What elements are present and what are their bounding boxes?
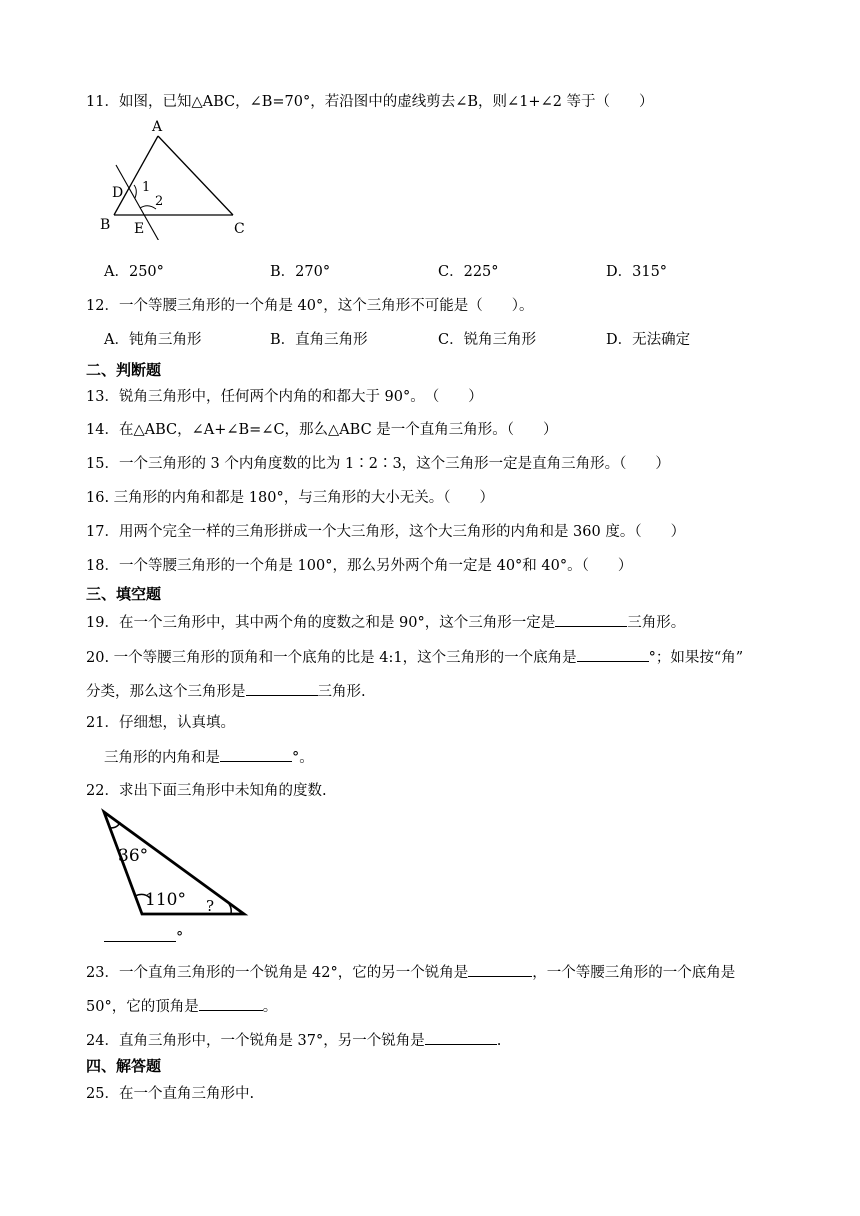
angle-36-label: 36° xyxy=(118,846,149,866)
q21-text-b: 三角形的内角和是 xyxy=(104,750,220,766)
q20-text-d: 三角形. xyxy=(317,684,366,700)
question-12-text: 12．一个等腰三角形的一个角是 40°，这个三角形不可能是（ ）。 xyxy=(86,298,534,314)
question-24 xyxy=(86,1029,501,1051)
point-e-label: E xyxy=(134,221,145,237)
point-d-label: D xyxy=(112,185,124,201)
section-fill-blank-heading: 三、填空题 xyxy=(86,585,162,603)
q12-option-c[interactable]: C．锐角三角形 xyxy=(438,332,537,348)
q23-text-a: 23．一个直角三角形的一个锐角是 42°，它的另一个锐角是 xyxy=(86,965,469,981)
angle-110-label: 110° xyxy=(145,890,186,910)
vertex-b-label: B xyxy=(100,217,111,233)
question-21-sub xyxy=(104,746,314,768)
vertex-a-label: A xyxy=(152,119,163,135)
q20-text-b: °；如果按“角” xyxy=(648,650,744,666)
question-15-text: 15．一个三角形的 3 个内角度数的比为 1∶2∶3，这个三角形一定是直角三角形。（ ） xyxy=(86,456,670,472)
q23-text-b: ，一个等腰三角形的一个底角是 xyxy=(532,965,736,981)
q20-answer-blank-1[interactable] xyxy=(577,646,649,662)
section-judgment-heading: 二、判断题 xyxy=(86,361,162,379)
question-25-text: 25．在一个直角三角形中. xyxy=(86,1086,255,1102)
q11-option-a[interactable]: A．250° xyxy=(104,264,164,280)
q22-answer-blank[interactable] xyxy=(104,926,176,942)
q22-answer-suffix: ° xyxy=(176,930,184,946)
q20-text-c: 分类，那么这个三角形是 xyxy=(86,684,246,700)
question-17-text: 17．用两个完全一样的三角形拼成一个大三角形，这个大三角形的内角和是 360 度。（ ） xyxy=(86,524,686,540)
q24-text-b: . xyxy=(496,1033,502,1049)
angle-2-label: 2 xyxy=(155,194,164,209)
angle-1-label: 1 xyxy=(142,180,151,195)
q23-text-d: 。 xyxy=(262,999,278,1015)
section-solve-heading: 四、解答题 xyxy=(86,1057,162,1075)
q11-option-d[interactable]: D．315° xyxy=(606,264,668,280)
q19-text-b: 三角形。 xyxy=(627,615,686,631)
q21-text-c: °。 xyxy=(292,750,314,766)
q20-answer-blank-2[interactable] xyxy=(246,680,318,696)
question-19 xyxy=(86,611,685,633)
q11-option-b[interactable]: B．270° xyxy=(270,264,331,280)
question-20-line1 xyxy=(86,646,743,668)
q19-text-a: 19．在一个三角形中，其中两个角的度数之和是 90°，这个三角形一定是 xyxy=(86,615,556,631)
q11-option-c[interactable]: C．225° xyxy=(438,264,499,280)
question-11-text: 11．如图，已知△ABC，∠B=70°，若沿图中的虚线剪去∠B，则∠1+∠2 等于（ ） xyxy=(86,94,654,110)
q21-answer-blank[interactable] xyxy=(220,746,292,762)
question-13-text: 13．锐角三角形中，任何两个内角的和都大于 90°。 （ ） xyxy=(86,389,483,405)
triangle-unknown-angle-figure xyxy=(98,808,250,920)
question-16-text: 16. 三角形的内角和都是 180°，与三角形的大小无关。（ ） xyxy=(86,490,494,506)
q23-answer-blank-2[interactable] xyxy=(199,995,263,1011)
question-22-answer xyxy=(104,926,183,948)
unknown-angle-label: ? xyxy=(206,897,215,915)
q19-answer-blank[interactable] xyxy=(555,611,627,627)
q12-option-d[interactable]: D．无法确定 xyxy=(606,332,691,348)
q23-answer-blank-1[interactable] xyxy=(468,961,532,977)
q12-option-b[interactable]: B．直角三角形 xyxy=(270,332,368,348)
q20-text-a: 20. 一个等腰三角形的顶角和一个底角的比是 4:1，这个三角形的一个底角是 xyxy=(86,650,577,666)
question-20-line2 xyxy=(86,680,366,702)
triangle-abc-figure xyxy=(90,115,260,240)
question-22-text: 22．求出下面三角形中未知角的度数. xyxy=(86,783,327,799)
vertex-c-label: C xyxy=(234,221,245,237)
question-23-line2 xyxy=(86,995,277,1017)
question-21-text: 21．仔细想，认真填。 xyxy=(86,715,235,731)
question-23-line1 xyxy=(86,961,735,983)
q24-text-a: 24．直角三角形中，一个锐角是 37°，另一个锐角是 xyxy=(86,1033,425,1049)
question-14-text: 14．在△ABC，∠A+∠B=∠C，那么△ABC 是一个直角三角形。（ ） xyxy=(86,422,558,438)
q24-answer-blank[interactable] xyxy=(425,1029,497,1045)
q23-text-c: 50°，它的顶角是 xyxy=(86,999,199,1015)
question-18-text: 18．一个等腰三角形的一个角是 100°，那么另外两个角一定是 40°和 40°。（ ） xyxy=(86,558,633,574)
q12-option-a[interactable]: A．钝角三角形 xyxy=(104,332,202,348)
